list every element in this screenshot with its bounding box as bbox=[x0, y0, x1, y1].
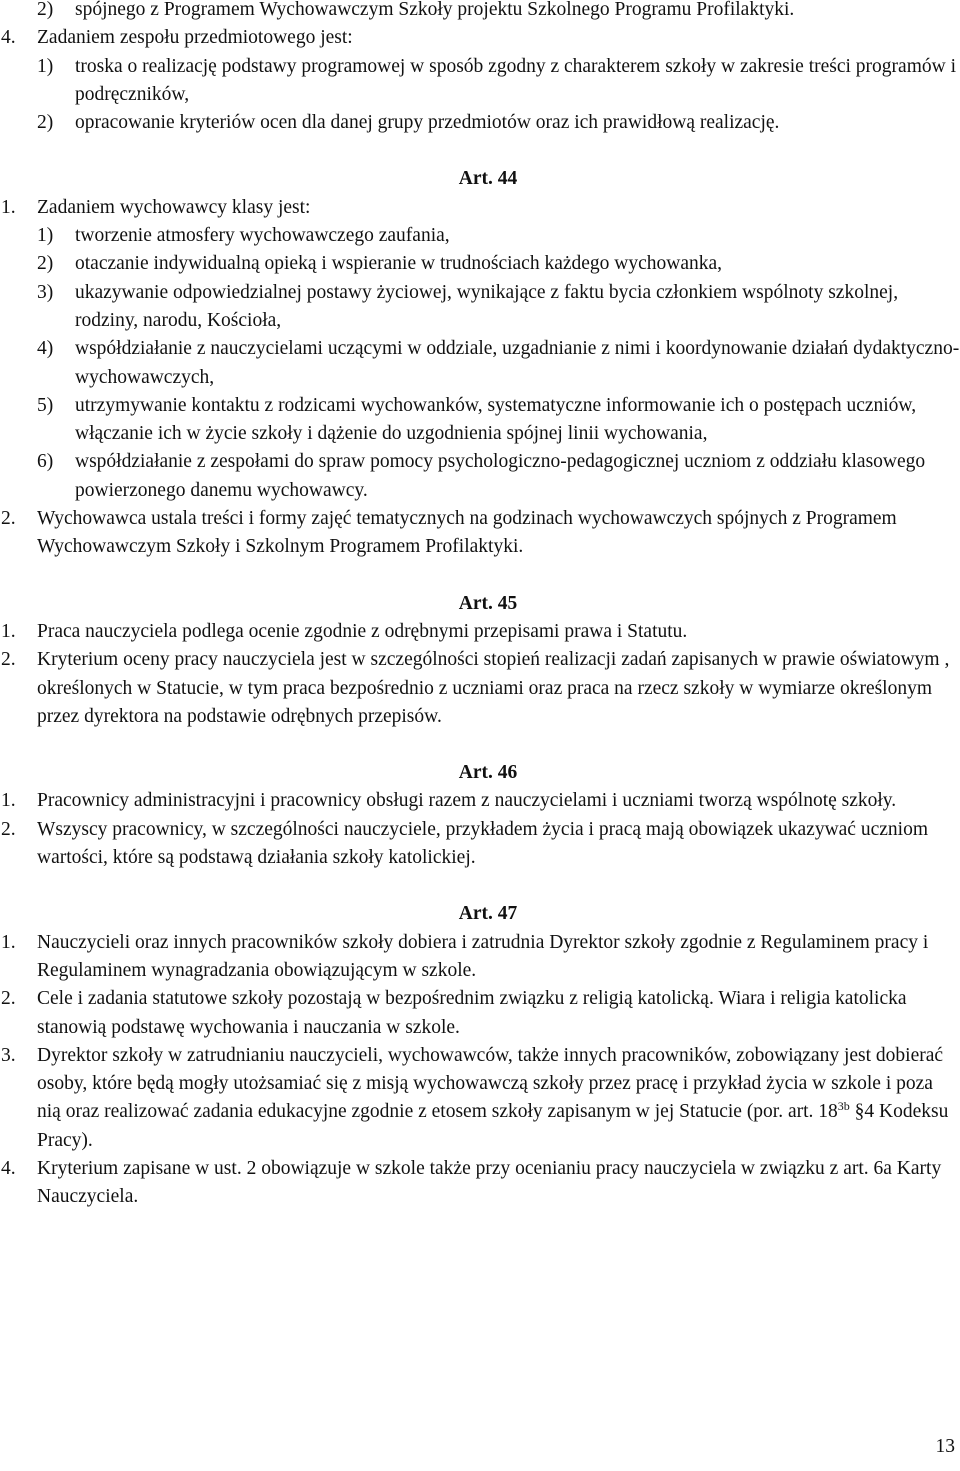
article-heading: Art. 44 bbox=[458, 168, 518, 190]
paragraph-text: Kryterium zapisane w ust. 2 obowiązuje w szkole także przy ocenianiu pracy nauczyciela w związku z art. 6a Karty Nauczyciela. bbox=[37, 1157, 942, 1208]
paragraph-text: Wszyscy pracownicy, w szczególności nauczyciele, przykładem życia i pracą mają obowiązek ukazywać uczniom wartości, które są podstawą działania szkoły katolickiej. bbox=[37, 818, 928, 869]
paragraph bbox=[0, 505, 960, 562]
item-number: 5) bbox=[37, 394, 54, 416]
list-item bbox=[0, 335, 960, 392]
paragraph bbox=[0, 1155, 960, 1212]
article-heading: Art. 46 bbox=[458, 762, 518, 784]
list-item bbox=[0, 250, 960, 278]
paragraph-text: Cele i zadania statutowe szkoły pozostają w bezpośrednim związku z religią katolicką. Wiara i religia katolicka stanowią podstawę wychowania i nauczania w szkole. bbox=[37, 988, 907, 1038]
paragraph-number: 2. bbox=[1, 649, 16, 671]
paragraph bbox=[0, 816, 960, 873]
item-number: 1) bbox=[37, 225, 54, 247]
item-number: 2) bbox=[37, 112, 54, 134]
item-text: tworzenie atmosfery wychowawczego zaufania, bbox=[75, 225, 450, 247]
paragraph-number: 2. bbox=[1, 818, 16, 840]
paragraph-text: Zadaniem zespołu przedmiotowego jest: bbox=[37, 27, 353, 49]
superscript: 3b bbox=[837, 1099, 850, 1114]
item-text: współdziałanie z nauczycielami uczącymi w oddziale, uzgadnianie z nimi i koordynowanie działań dydaktyczno-wychowawczych, bbox=[75, 338, 960, 388]
item-number: 4) bbox=[37, 338, 54, 360]
article-heading: Art. 45 bbox=[458, 592, 518, 614]
paragraph bbox=[0, 985, 960, 1042]
item-number: 2) bbox=[37, 253, 54, 275]
list-item bbox=[0, 222, 960, 250]
item-text: ukazywanie odpowiedzialnej postawy życiowej, wynikające z faktu bycia członkiem wspólnoty szkolnej, rodziny, narodu, Kościoła, bbox=[75, 281, 899, 331]
list-item bbox=[0, 392, 960, 449]
paragraph bbox=[0, 1042, 960, 1155]
page-number: 13 bbox=[935, 1435, 955, 1457]
paragraph-number: 4. bbox=[1, 27, 16, 49]
paragraph bbox=[0, 194, 960, 222]
paragraph-text: Nauczycieli oraz innych pracowników szkoły dobiera i zatrudnia Dyrektor szkoły zgodnie z Regulaminem pracy i Regulaminem wynagradzania obowiązującym w szkole. bbox=[37, 931, 929, 981]
paragraph-text: Kryterium oceny pracy nauczyciela jest w szczególności stopień realizacji zadań zapisanych w prawie oświatowym , określonych w Statucie, w tym praca bezpośrednio z uczniami oraz praca na rzecz szkoły w wymiarze określonym przez dyrektora na podstawie odrębnych przepisów. bbox=[37, 649, 950, 727]
paragraph bbox=[0, 24, 960, 52]
paragraph-number: 4. bbox=[1, 1157, 16, 1179]
item-text: otaczanie indywidualną opieką i wspieranie w trudnościach każdego wychowanka, bbox=[75, 253, 723, 275]
paragraph bbox=[0, 787, 960, 815]
paragraph-number: 2. bbox=[1, 988, 16, 1010]
item-number: 1) bbox=[37, 55, 54, 77]
item-text: opracowanie kryteriów ocen dla danej grupy przedmiotów oraz ich prawidłową realizację. bbox=[75, 112, 780, 134]
paragraph bbox=[0, 618, 960, 646]
list-item bbox=[0, 279, 960, 336]
paragraph-number: 2. bbox=[1, 508, 16, 530]
paragraph-text: Zadaniem wychowawcy klasy jest: bbox=[37, 196, 311, 218]
item-text: współdziałanie z zespołami do spraw pomocy psychologiczno-pedagogicznej uczniom z oddziału klasowego powierzonego danemu wychowawcy. bbox=[75, 451, 926, 501]
item-text: utrzymywanie kontaktu z rodzicami wychowanków, systematyczne informowanie ich o postępach uczniów, włączanie ich w życie szkoły i dążenie do uzgodnienia spójnej linii wychowania, bbox=[75, 394, 917, 445]
paragraph-text-end: §4 Kodeksu Pracy). bbox=[37, 1101, 949, 1151]
paragraph-number: 1. bbox=[1, 620, 16, 642]
item-number: 2) bbox=[37, 0, 54, 20]
paragraph-number: 1. bbox=[1, 196, 16, 218]
paragraph bbox=[0, 929, 960, 986]
article-heading: Art. 47 bbox=[458, 903, 518, 925]
item-number: 3) bbox=[37, 281, 54, 303]
paragraph bbox=[0, 646, 960, 731]
paragraph-number: 1. bbox=[1, 931, 16, 953]
item-number: 6) bbox=[37, 451, 54, 473]
paragraph-text: Pracownicy administracyjni i pracownicy obsługi razem z nauczycielami i uczniami tworzą wspólnotę szkoły. bbox=[37, 790, 897, 812]
item-text: spójnego z Programem Wychowawczym Szkoły projektu Szkolnego Programu Profilaktyki. bbox=[75, 0, 795, 20]
paragraph-text: Praca nauczyciela podlega ocenie zgodnie z odrębnymi przepisami prawa i Statutu. bbox=[37, 620, 688, 642]
paragraph-number: 3. bbox=[1, 1044, 16, 1066]
paragraph-text: Dyrektor szkoły w zatrudnianiu nauczycieli, wychowawców, także innych pracowników, zobowiązany jest dobierać osoby, które będą mogły utożsamiać się z misją wychowawczą szkoły przez pracę i przykład życia w szkole i poza nią oraz realizować zadania edukacyjne zgodnie z etosem szkoły zapisanym w jej Statucie (por. art. 18 bbox=[37, 1044, 944, 1123]
list-item bbox=[0, 0, 960, 24]
list-item bbox=[0, 448, 960, 505]
item-text: troska o realizację podstawy programowej w sposób zgodny z charakterem szkoły w zakresie treści programów i podręczników, bbox=[75, 55, 956, 105]
paragraph-number: 1. bbox=[1, 790, 16, 812]
list-item bbox=[0, 109, 960, 137]
paragraph-text: Wychowawca ustala treści i formy zajęć tematycznych na godzinach wychowawczych spójnych z Programem Wychowawczym Szkoły i Szkolnym Programem Profilaktyki. bbox=[37, 508, 897, 558]
list-item bbox=[0, 53, 960, 110]
